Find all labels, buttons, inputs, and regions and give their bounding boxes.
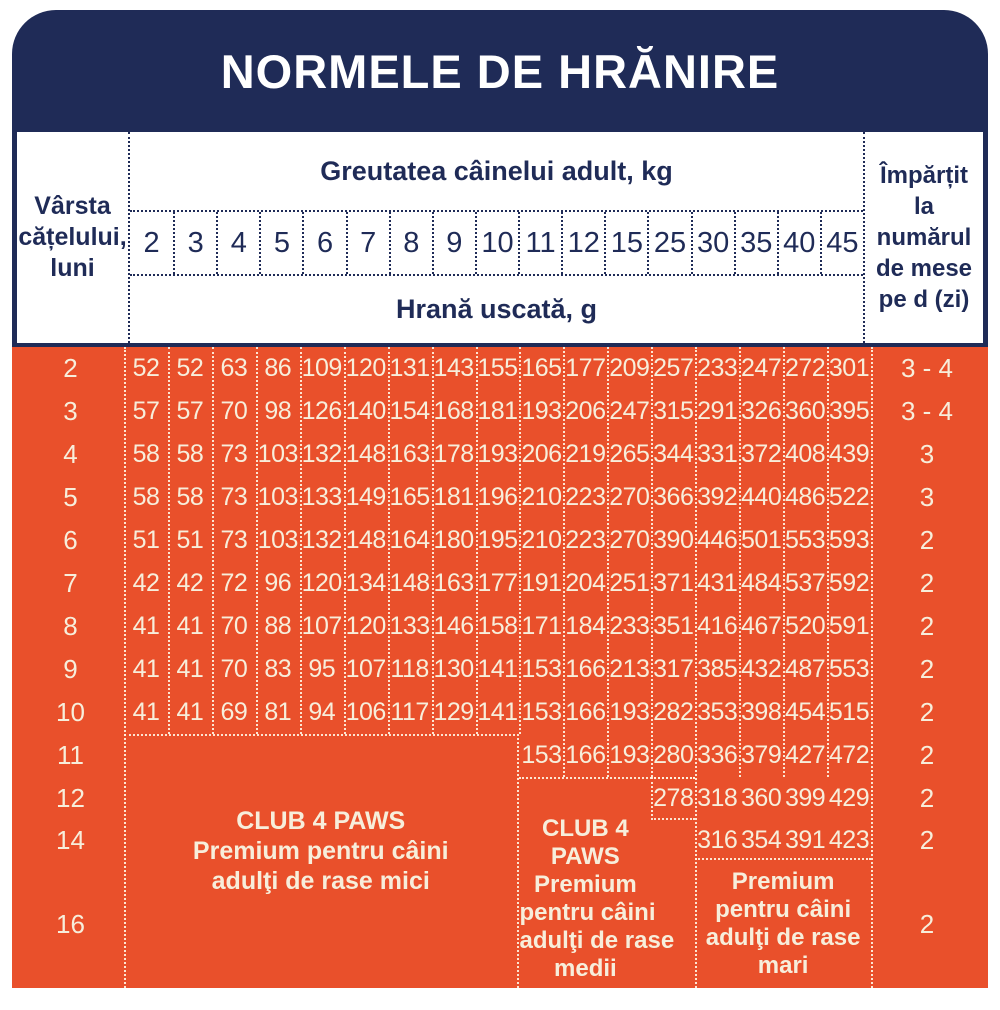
weight-header-cell: 10 — [475, 212, 518, 274]
meals-cell: 2 — [919, 525, 935, 555]
value-cell: 429 — [828, 784, 870, 812]
age-cell: 9 — [63, 654, 78, 684]
value-cell: 177 — [565, 354, 606, 382]
value-cell: 51 — [132, 526, 160, 554]
value-cell: 166 — [565, 655, 606, 683]
value-cell: 180 — [433, 526, 474, 554]
table-header — [12, 132, 988, 347]
value-cell: 58 — [176, 440, 204, 468]
age-cell: 7 — [63, 568, 78, 598]
value-cell: 146 — [433, 612, 474, 640]
age-cell: 4 — [63, 439, 78, 469]
value-cell: 398 — [741, 698, 782, 726]
age-cell: 5 — [63, 482, 78, 512]
value-cell: 196 — [477, 483, 518, 511]
value-cell: 270 — [609, 483, 650, 511]
data-grid — [12, 347, 988, 988]
value-cell: 423 — [828, 825, 870, 854]
weight-header-cell: 45 — [820, 212, 863, 274]
weight-header-cell: 5 — [259, 212, 302, 274]
value-cell: 390 — [653, 526, 694, 554]
value-cell: 41 — [176, 698, 204, 726]
value-cell: 247 — [741, 354, 782, 382]
value-cell: 177 — [477, 569, 518, 597]
value-cell: 210 — [521, 483, 562, 511]
value-cell: 472 — [828, 741, 870, 769]
value-cell: 592 — [828, 569, 870, 597]
value-cell: 270 — [609, 526, 650, 554]
value-cell: 395 — [828, 397, 870, 425]
value-cell: 154 — [389, 397, 430, 425]
value-cell: 140 — [345, 397, 386, 425]
weight-header-cell: 25 — [647, 212, 690, 274]
value-cell: 109 — [301, 354, 342, 382]
product-text-line: pentru câini — [715, 896, 852, 923]
value-cell: 120 — [345, 612, 386, 640]
value-cell: 70 — [220, 612, 248, 640]
value-cell: 63 — [220, 354, 248, 382]
value-cell: 181 — [433, 483, 474, 511]
value-cell: 133 — [301, 483, 342, 511]
value-cell: 58 — [132, 483, 160, 511]
value-cell: 164 — [389, 526, 430, 554]
value-cell: 553 — [828, 655, 870, 683]
value-cell: 537 — [784, 569, 826, 597]
value-cell: 193 — [609, 741, 650, 769]
product-text-line: mari — [757, 952, 809, 979]
weight-header-cell: 12 — [561, 212, 604, 274]
value-cell: 149 — [345, 483, 386, 511]
value-cell: 132 — [301, 526, 342, 554]
value-cell: 210 — [521, 526, 562, 554]
value-cell: 51 — [176, 526, 204, 554]
age-cell: 16 — [56, 908, 85, 939]
value-cell: 163 — [433, 569, 474, 597]
weight-header-cell: 7 — [346, 212, 389, 274]
value-cell: 515 — [828, 698, 870, 726]
value-cell: 57 — [132, 397, 160, 425]
product-text-line: Premium — [534, 871, 637, 898]
value-cell: 130 — [433, 655, 474, 683]
value-cell: 315 — [653, 397, 694, 425]
value-cell: 484 — [741, 569, 782, 597]
value-cell: 148 — [389, 569, 430, 597]
value-cell: 165 — [521, 354, 562, 382]
age-cell: 6 — [63, 525, 78, 555]
value-cell: 178 — [433, 440, 474, 468]
meals-cell: 2 — [919, 824, 935, 855]
product-text-line: adulţi de rase — [705, 924, 861, 951]
product-text-line: pentru câini — [519, 899, 656, 926]
weight-header-cell: 9 — [432, 212, 475, 274]
weight-header-cell: 35 — [734, 212, 777, 274]
value-cell: 272 — [784, 354, 826, 382]
meals-cell: 2 — [919, 740, 935, 770]
age-cell: 10 — [56, 697, 85, 727]
value-cell: 148 — [345, 526, 386, 554]
weight-header-cell: 6 — [302, 212, 345, 274]
value-cell: 86 — [264, 354, 292, 382]
value-cell: 326 — [741, 397, 782, 425]
value-cell: 129 — [433, 698, 474, 726]
value-cell: 446 — [697, 526, 738, 554]
value-cell: 336 — [697, 741, 738, 769]
value-cell: 133 — [389, 612, 430, 640]
weight-header-cell: 11 — [518, 212, 561, 274]
value-cell: 134 — [345, 569, 386, 597]
meals-cell: 2 — [919, 783, 935, 813]
value-cell: 106 — [345, 698, 386, 726]
weight-header-cell: 15 — [604, 212, 647, 274]
value-cell: 399 — [784, 784, 826, 812]
meals-cell: 3 - 4 — [900, 396, 954, 426]
value-cell: 141 — [477, 698, 518, 726]
small-breed-product-block — [124, 734, 519, 988]
value-cell: 70 — [220, 655, 248, 683]
weight-header-cell: 3 — [173, 212, 216, 274]
value-cell: 233 — [609, 612, 650, 640]
value-cell: 360 — [784, 397, 826, 425]
value-cell: 126 — [301, 397, 342, 425]
value-cell: 94 — [308, 698, 336, 726]
meals-cell: 2 — [919, 568, 935, 598]
value-cell: 193 — [477, 440, 518, 468]
value-cell: 171 — [521, 612, 562, 640]
page-title: NORMELE DE HRĂNIRE — [220, 44, 780, 98]
value-cell: 52 — [132, 354, 160, 382]
value-cell: 331 — [697, 440, 738, 468]
value-cell: 366 — [653, 483, 694, 511]
value-cell: 467 — [741, 612, 782, 640]
value-cell: 486 — [784, 483, 826, 511]
value-cell: 553 — [784, 526, 826, 554]
value-cell: 344 — [653, 440, 694, 468]
value-cell: 117 — [390, 698, 429, 726]
value-cell: 213 — [609, 655, 650, 683]
value-cell: 247 — [609, 397, 650, 425]
product-text-line: Premium — [731, 868, 835, 895]
value-cell: 371 — [653, 569, 694, 597]
age-cell: 14 — [56, 824, 85, 855]
age-cell: 2 — [63, 353, 78, 383]
value-cell: 118 — [390, 655, 429, 683]
meals-cell: 2 — [919, 908, 935, 939]
value-cell: 282 — [653, 698, 694, 726]
value-cell: 96 — [264, 569, 292, 597]
value-cell: 81 — [264, 698, 292, 726]
value-cell: 166 — [565, 741, 606, 769]
value-cell: 155 — [477, 354, 518, 382]
age-column-header: Vârsta cățelului, luni — [17, 132, 130, 343]
value-cell: 379 — [741, 741, 782, 769]
value-cell: 41 — [132, 655, 160, 683]
value-cell: 354 — [741, 825, 782, 854]
weight-header-cell: 40 — [777, 212, 820, 274]
value-cell: 132 — [301, 440, 342, 468]
value-cell: 372 — [741, 440, 782, 468]
value-cell: 158 — [477, 612, 518, 640]
weight-header-cell: 2 — [143, 226, 160, 259]
value-cell: 591 — [828, 612, 870, 640]
meals-cell: 2 — [919, 611, 935, 641]
value-cell: 107 — [301, 612, 342, 640]
value-cell: 141 — [477, 655, 518, 683]
value-cell: 73 — [220, 440, 248, 468]
value-cell: 103 — [257, 483, 298, 511]
value-cell: 251 — [609, 569, 650, 597]
value-cell: 193 — [521, 397, 562, 425]
value-cell: 440 — [741, 483, 782, 511]
value-cell: 522 — [828, 483, 870, 511]
meals-cell: 2 — [919, 697, 935, 727]
value-cell: 41 — [132, 698, 160, 726]
value-cell: 265 — [609, 440, 650, 468]
value-cell: 181 — [477, 397, 518, 425]
value-cell: 73 — [220, 483, 248, 511]
value-cell: 391 — [784, 825, 826, 854]
product-text-line: medii — [554, 955, 617, 982]
value-cell: 41 — [176, 655, 204, 683]
value-cell: 219 — [565, 440, 606, 468]
value-cell: 120 — [301, 569, 342, 597]
dry-food-label: Hrană uscată, g — [395, 294, 598, 324]
value-cell: 69 — [220, 698, 248, 726]
value-cell: 58 — [176, 483, 204, 511]
value-cell: 163 — [389, 440, 430, 468]
value-cell: 385 — [697, 655, 738, 683]
value-cell: 98 — [264, 397, 292, 425]
value-cell: 278 — [653, 784, 694, 812]
value-cell: 83 — [264, 655, 292, 683]
age-cell: 8 — [63, 611, 78, 641]
value-cell: 41 — [132, 612, 160, 640]
meals-cell: 2 — [919, 654, 935, 684]
value-cell: 73 — [220, 526, 248, 554]
value-cell: 153 — [521, 655, 562, 683]
weight-header-cell: 4 — [216, 212, 259, 274]
value-cell: 353 — [697, 698, 738, 726]
value-cell: 41 — [176, 612, 204, 640]
value-cell: 520 — [784, 612, 826, 640]
weight-columns-row — [130, 210, 863, 276]
value-cell: 88 — [264, 612, 292, 640]
value-cell: 408 — [784, 440, 826, 468]
product-text-line: adulţi de rase — [519, 927, 675, 954]
value-cell: 206 — [521, 440, 562, 468]
value-cell: 153 — [521, 741, 562, 769]
value-cell: 103 — [257, 440, 298, 468]
value-cell: 103 — [257, 526, 298, 554]
value-cell: 427 — [784, 741, 826, 769]
weight-header-title: Greutatea câinelui adult, kg — [320, 155, 673, 186]
age-cell: 11 — [57, 740, 84, 770]
large-breed-product-block — [695, 860, 871, 988]
meals-cell: 3 - 4 — [900, 353, 954, 383]
value-cell: 57 — [176, 397, 204, 425]
value-cell: 317 — [653, 655, 694, 683]
value-cell: 316 — [697, 825, 738, 854]
value-cell: 233 — [697, 354, 738, 382]
weight-header-cell: 8 — [389, 212, 432, 274]
value-cell: 454 — [784, 698, 826, 726]
value-cell: 431 — [697, 569, 738, 597]
value-cell: 168 — [433, 397, 474, 425]
product-text-line: CLUB 4 PAWS — [236, 807, 406, 835]
value-cell: 257 — [653, 354, 694, 382]
value-cell: 209 — [609, 354, 650, 382]
value-cell: 107 — [345, 655, 386, 683]
value-cell: 291 — [697, 397, 738, 425]
meals-column-header: Împărțit la numărul de mese pe d (zi) — [863, 132, 983, 343]
value-cell: 432 — [741, 655, 782, 683]
meals-cell: 3 — [919, 439, 935, 469]
value-cell: 95 — [308, 655, 336, 683]
value-cell: 593 — [828, 526, 870, 554]
product-text-line: Premium pentru câini — [192, 837, 449, 865]
value-cell: 153 — [521, 698, 562, 726]
value-cell: 193 — [609, 698, 650, 726]
value-cell: 487 — [784, 655, 826, 683]
product-text-line: CLUB 4 — [542, 815, 629, 842]
value-cell: 52 — [176, 354, 204, 382]
value-cell: 165 — [389, 483, 430, 511]
value-cell: 166 — [565, 698, 606, 726]
product-text-line: adulţi de rase mici — [211, 867, 430, 895]
value-cell: 416 — [697, 612, 738, 640]
meals-cell: 3 — [919, 482, 935, 512]
weight-header-cell: 30 — [691, 212, 734, 274]
age-cell: 12 — [56, 783, 85, 813]
value-cell: 351 — [653, 612, 694, 640]
value-cell: 392 — [697, 483, 738, 511]
value-cell: 439 — [828, 440, 870, 468]
value-cell: 501 — [741, 526, 782, 554]
value-cell: 360 — [741, 784, 782, 812]
value-cell: 301 — [828, 354, 870, 382]
value-cell: 184 — [565, 612, 606, 640]
product-text-line: PAWS — [550, 843, 620, 870]
value-cell: 280 — [653, 741, 694, 769]
value-cell: 72 — [220, 569, 248, 597]
value-cell: 120 — [345, 354, 386, 382]
title-band — [12, 10, 988, 132]
value-cell: 131 — [389, 354, 430, 382]
value-cell: 206 — [565, 397, 606, 425]
value-cell: 204 — [565, 569, 606, 597]
value-cell: 42 — [132, 569, 160, 597]
age-cell: 3 — [63, 396, 78, 426]
value-cell: 58 — [132, 440, 160, 468]
value-cell: 191 — [521, 569, 562, 597]
value-cell: 42 — [176, 569, 204, 597]
feeding-norms-card — [12, 10, 988, 988]
value-cell: 195 — [477, 526, 518, 554]
value-cell: 70 — [220, 397, 248, 425]
value-cell: 223 — [565, 526, 606, 554]
value-cell: 318 — [697, 784, 738, 812]
value-cell: 223 — [565, 483, 606, 511]
value-cell: 148 — [345, 440, 386, 468]
value-cell: 143 — [433, 354, 474, 382]
weight-header-group — [130, 132, 863, 343]
